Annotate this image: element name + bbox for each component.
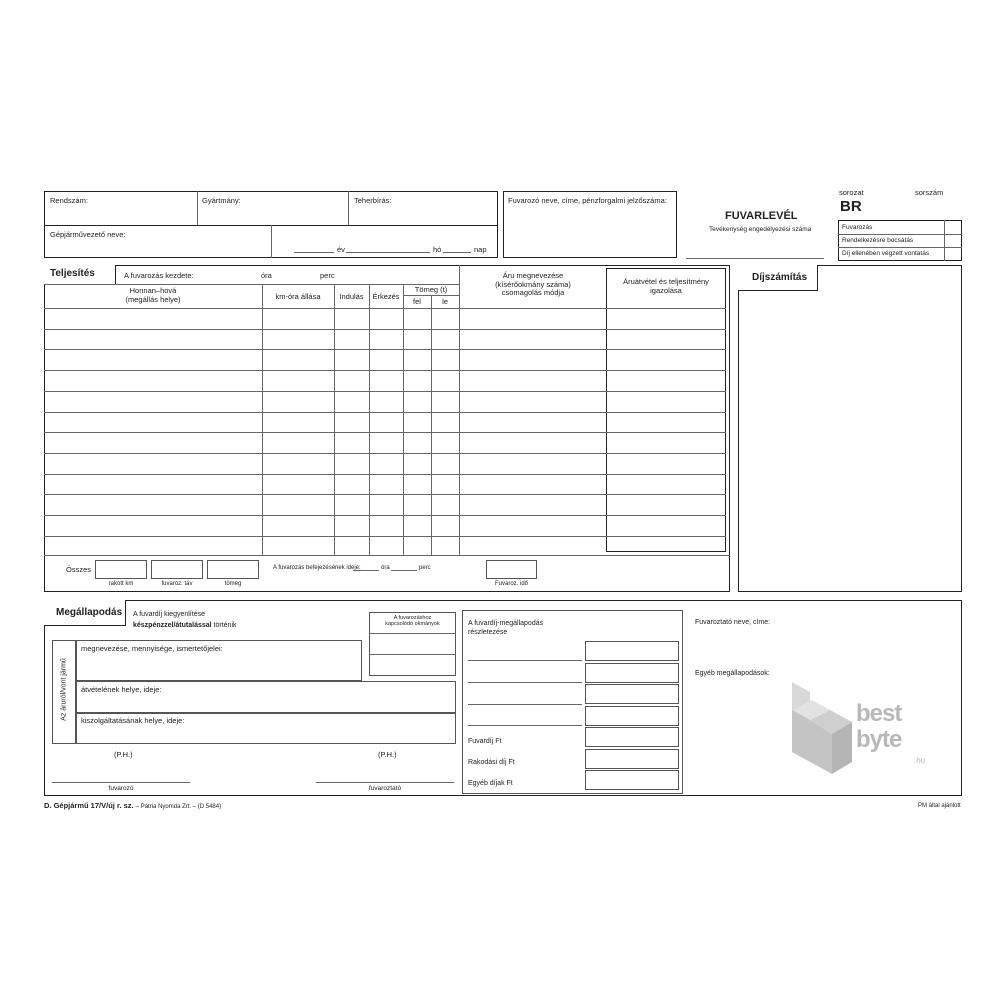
reszlet-field-2[interactable]	[585, 663, 679, 683]
reszletezese-label-1: A fuvardíj-megállapodás	[468, 620, 544, 627]
fuvaroz-ido-field[interactable]	[486, 560, 537, 579]
tomeg-field[interactable]	[207, 560, 259, 579]
reszlet-field-3[interactable]	[585, 684, 679, 704]
tomeg-label: tömeg	[224, 581, 242, 587]
egyeb-megallapodasok-label: Egyéb megállapodások:	[695, 670, 770, 677]
form-code-bold: D. Gépjármű 17/V/új r. sz.	[44, 801, 134, 810]
table-row-line	[44, 391, 726, 392]
sorozat-label: sorozat	[839, 188, 864, 197]
okmanyok-label-1: A fuvarozáshoz	[393, 615, 432, 621]
atvetel-header	[606, 278, 726, 295]
rakodasi-label: Rakodási díj Ft	[468, 759, 515, 766]
tortenik-label: történik	[213, 622, 237, 629]
befejezes-perc: perc	[419, 565, 431, 571]
ph-fuvarozo: (P.H.)	[114, 750, 133, 759]
aru-label-1: Áru megnevezése	[502, 271, 564, 280]
kezdete-label: A fuvarozás kezdete:	[124, 271, 194, 280]
fuvaroztato-signature-label: fuvaroztató	[368, 785, 402, 792]
kiegyenlites-label: A fuvardíj kiegyenlítése	[133, 611, 205, 618]
fuvardij-label: Fuvardíj Ft	[468, 738, 502, 745]
kezdete-perc: perc	[320, 271, 335, 280]
aru-header	[459, 272, 607, 298]
fuvaroz-tav-field[interactable]	[151, 560, 203, 579]
indulas-header: Indulás	[339, 292, 364, 301]
document-title: FUVARLEVÉL	[725, 210, 798, 222]
fizetes-mod	[133, 622, 237, 630]
table-row-line	[44, 370, 726, 371]
aru-label-2: (kísérőokmány száma)	[495, 279, 571, 289]
aru-vertical-label: Az áruról/vont jármű	[60, 658, 68, 721]
fuvaroz-tav-label: fuvaroz. táv	[161, 581, 193, 587]
sorszam-label: sorszám	[915, 188, 944, 197]
kezdete-ora: óra	[261, 271, 272, 280]
egyeb-dijak-field[interactable]	[585, 770, 679, 790]
osszes-label: Összes	[66, 565, 92, 574]
gyartmany-label: Gyártmány:	[202, 196, 241, 205]
reszletezese-label-2: részletezése	[468, 629, 508, 637]
megallapodas-tab: Megállapodás	[44, 600, 126, 626]
fuvarozo-signature-label: fuvarozó	[108, 785, 134, 792]
table-row-line	[44, 329, 726, 330]
rendszam-label: Rendszám:	[50, 196, 88, 205]
reszlet-field-1[interactable]	[585, 641, 679, 661]
honnan-header	[44, 287, 262, 304]
nap-label: nap	[474, 245, 487, 254]
egyeb-dijak-label: Egyéb díjak Ft	[468, 780, 513, 787]
befejezes-label: A fuvarozás befejezésének ideje:	[273, 565, 361, 571]
side-row-vontatas: Díj ellenében végzett vontatás	[842, 250, 930, 257]
document-subtitle: Tevékenység engedélyezési száma	[709, 226, 812, 233]
logo-text-byte: byte	[856, 726, 902, 753]
logo-text-best: best	[856, 700, 902, 727]
table-row-line	[44, 474, 726, 475]
kmora-header: km-óra állása	[275, 292, 321, 301]
reszletezese-header	[468, 619, 543, 638]
megnevezese-label: megnevezése, mennyisége, ismertetőjelei:	[81, 644, 223, 653]
atvetel-box	[606, 268, 726, 552]
befejezes-ora: óra	[381, 565, 390, 571]
table-row-line	[44, 432, 726, 433]
side-row-fuvarozas: Fuvarozás	[842, 224, 873, 231]
table-row-line	[44, 453, 726, 454]
keszpenz-label: készpénzzel/átutalással	[133, 622, 212, 629]
okmanyok-header	[369, 615, 456, 628]
pm-recommendation: PM által ajánlott	[918, 803, 961, 809]
logo-text-suffix: .hu	[914, 756, 926, 765]
fuvarozo-neve-label: Fuvarozó neve, címe, pénzforgalmi jelzőszáma:	[508, 196, 667, 205]
ph-fuvaroztato: (P.H.)	[378, 750, 397, 759]
le-header: le	[442, 297, 448, 306]
erkezes-header: Érkezés	[372, 292, 400, 301]
table-row-line	[44, 308, 726, 309]
atvetel-label-1: Áruátvétel és teljesítmény	[623, 277, 709, 286]
megallas-label: (megállás helye)	[125, 294, 181, 304]
atvetelenek-label: átvételének helye, ideje:	[81, 685, 162, 694]
teljesites-tab: Teljesítés	[44, 265, 116, 285]
table-row-line	[44, 536, 726, 537]
fuvaroz-ido-label: Fuvaroz. idő	[494, 581, 528, 587]
kiszolgaltatas-label: kiszolgáltatásának helye, ideje:	[81, 716, 185, 725]
teherbiras-label: Teherbírás:	[354, 196, 392, 205]
table-row-line	[44, 349, 726, 350]
bestbyte-logo	[790, 680, 940, 775]
form-code-rest: – Pátria Nyomda Zrt. – (D 5484)	[135, 804, 222, 810]
ev-label: év	[337, 245, 345, 254]
honnan-label: Honnan–hová	[129, 286, 177, 295]
okmanyok-label-2: kapcsolódó okmányok	[385, 621, 440, 628]
fuvaroztato-neve-label: Fuvaroztató neve, címe:	[695, 619, 771, 626]
reszlet-field-4[interactable]	[585, 706, 679, 726]
fel-header: fel	[413, 297, 421, 306]
side-row-rendelkezes: Rendelkezésre bocsátás	[842, 237, 914, 244]
form-code	[44, 802, 221, 811]
table-row-line	[44, 412, 726, 413]
rakott-km-label: rakott km	[108, 581, 134, 587]
gepjarmuvezeto-label: Gépjárművezető neve:	[50, 230, 126, 239]
rakott-km-field[interactable]	[95, 560, 147, 579]
dijszamitas-tab: Díjszámítás	[738, 265, 818, 291]
atvetel-label-2: igazolása	[650, 285, 682, 295]
rakodasi-field[interactable]	[585, 749, 679, 769]
aru-label-3: csomagolás módja	[501, 288, 565, 298]
tomeg-header: Tömeg (t)	[414, 285, 448, 294]
ho-label: hó	[433, 245, 442, 254]
series-code: BR	[840, 198, 862, 215]
table-row-line	[44, 494, 726, 495]
logo-cube-icon	[790, 680, 854, 775]
dijszamitas-section	[738, 265, 962, 592]
fuvardij-field[interactable]	[585, 727, 679, 747]
table-row-line	[44, 515, 726, 516]
